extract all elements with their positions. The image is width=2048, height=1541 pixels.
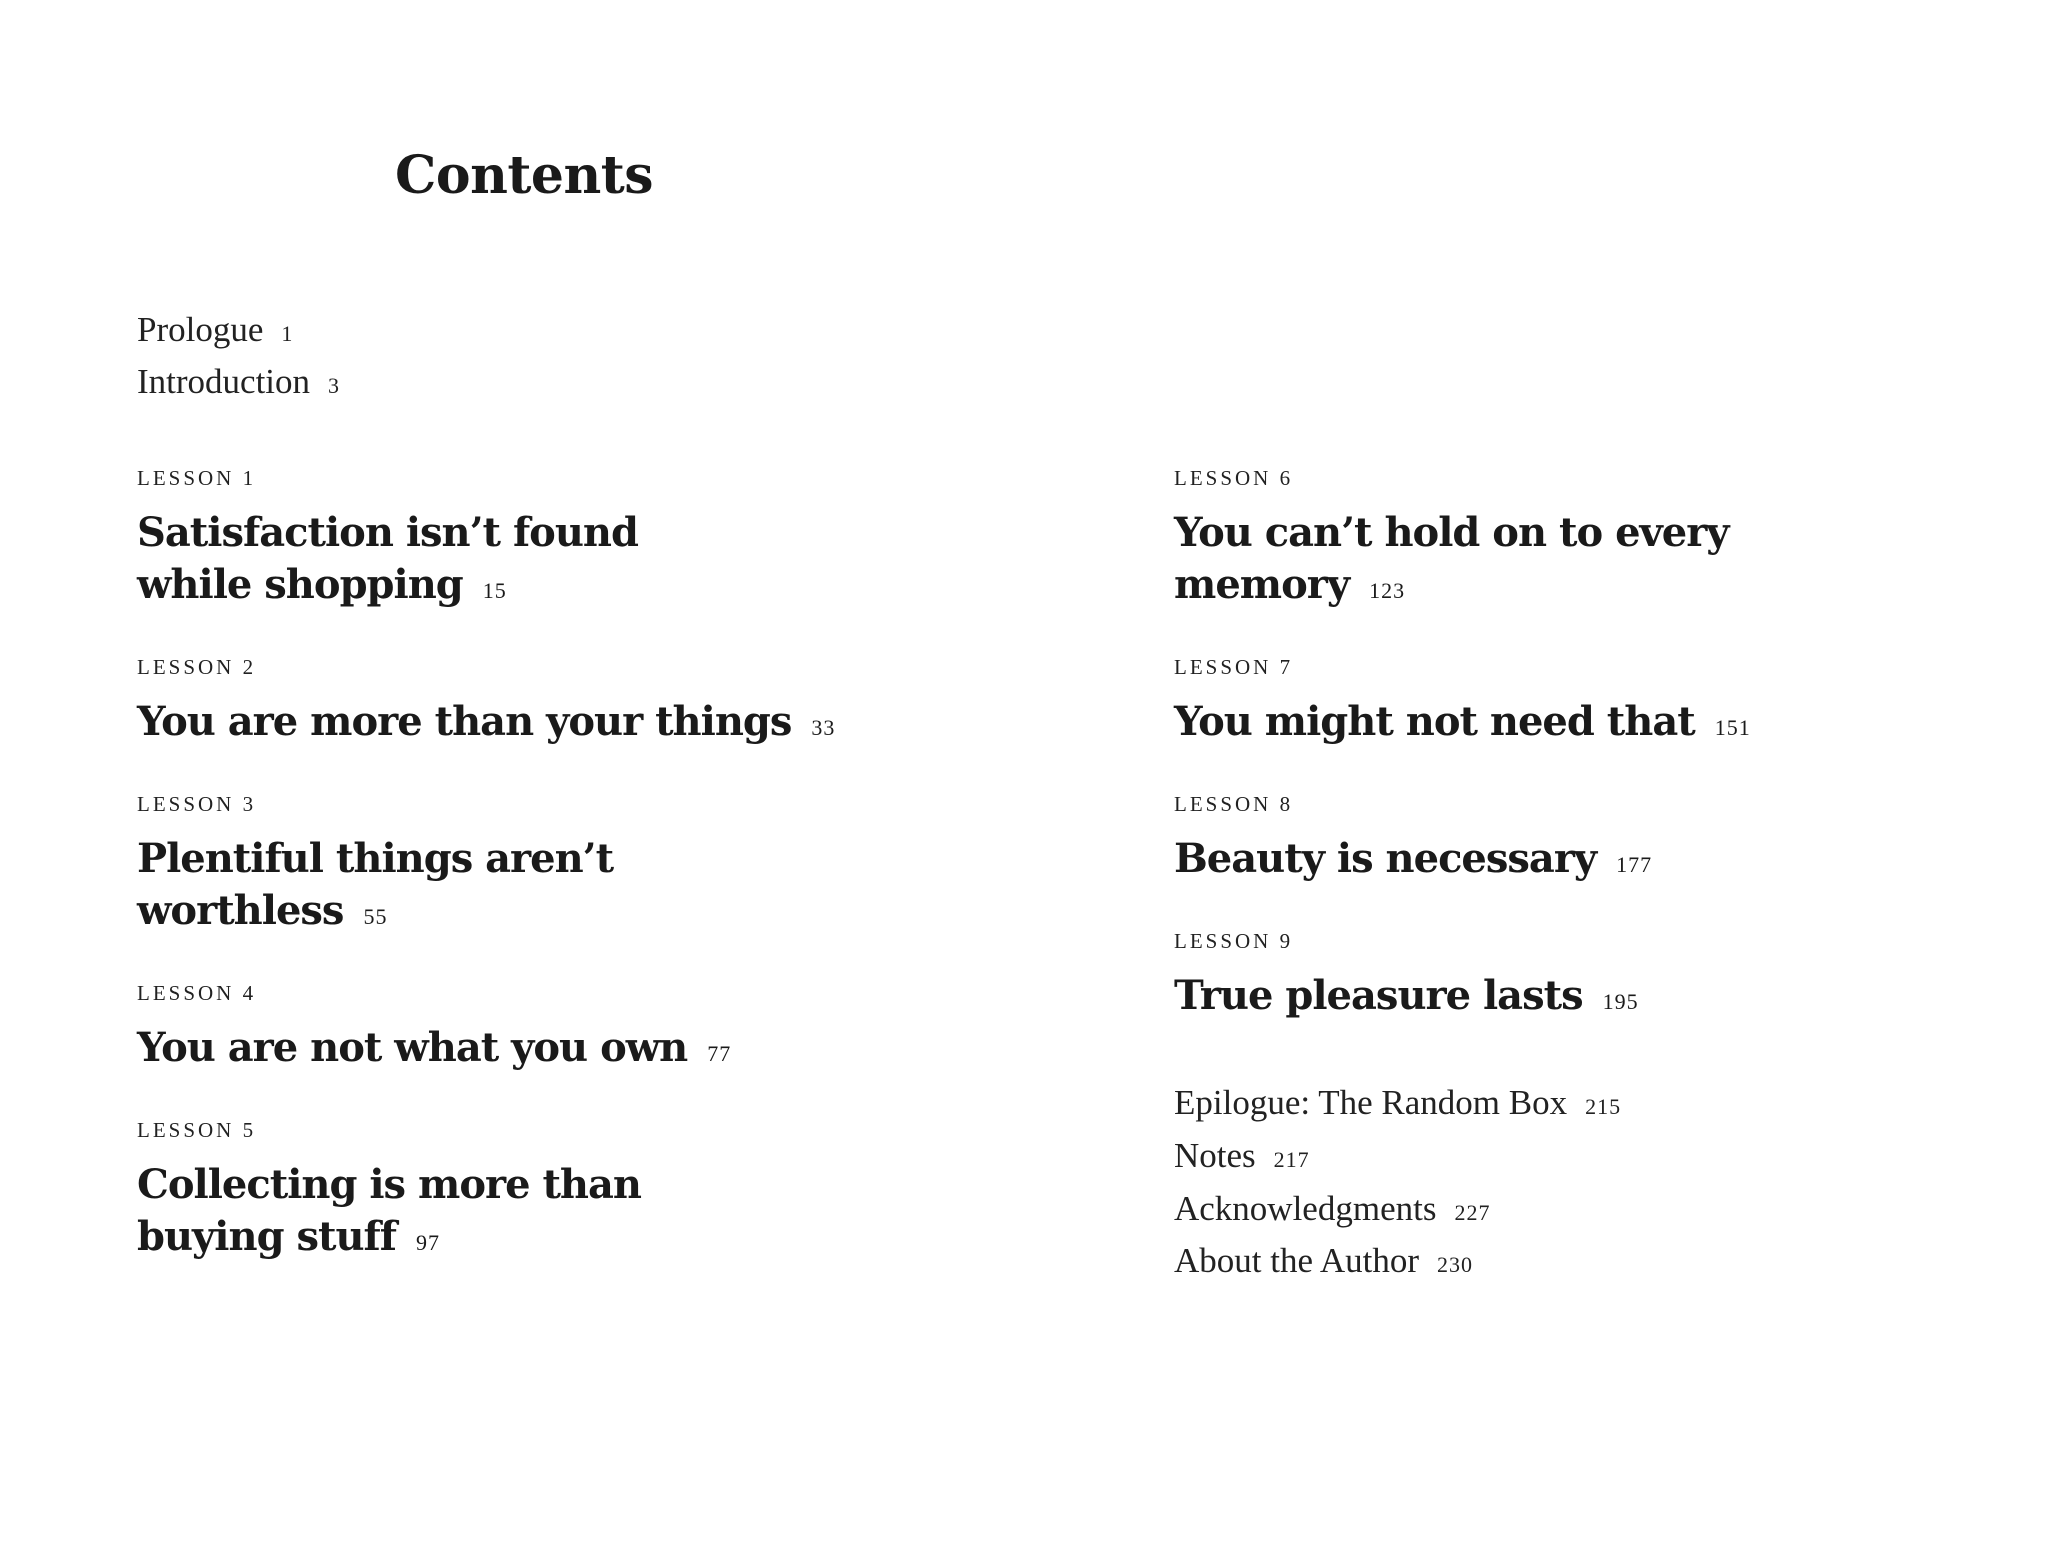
- lesson-title-line: while shopping: [137, 561, 463, 608]
- lesson-title-line: You might not need that: [1174, 698, 1695, 745]
- lesson-page-number: 123: [1369, 578, 1406, 603]
- toc-entry-acknowledgments[interactable]: [1174, 1191, 1490, 1226]
- lesson-title: [137, 507, 638, 617]
- toc-lesson-4[interactable]: [137, 983, 731, 1080]
- lesson-title-line: You can’t hold on to every: [1174, 509, 1729, 556]
- lesson-title: [1174, 696, 1751, 754]
- entry-page-number: 217: [1273, 1147, 1310, 1172]
- lesson-label: LESSON 1: [137, 466, 257, 490]
- toc-lesson-7[interactable]: [1174, 657, 1751, 754]
- lesson-label: LESSON 9: [1174, 929, 1294, 953]
- lesson-title-line: memory: [1174, 561, 1350, 608]
- lesson-title-line: Plentiful things aren’t: [137, 835, 614, 882]
- page-title: Contents: [395, 145, 654, 206]
- lesson-title-line: worthless: [137, 887, 344, 934]
- lesson-title: [137, 833, 613, 943]
- entry-page-number: 215: [1585, 1094, 1622, 1119]
- toc-entry-introduction[interactable]: [137, 364, 340, 399]
- lesson-label: LESSON 2: [137, 655, 257, 679]
- lesson-title: [1174, 507, 1729, 617]
- lesson-title-line: You are more than your things: [137, 698, 792, 745]
- lesson-title-line: True pleasure lasts: [1174, 972, 1583, 1019]
- lesson-title-line: Satisfaction isn’t found: [137, 509, 638, 556]
- entry-page-number: 3: [328, 373, 341, 398]
- lesson-label: LESSON 7: [1174, 655, 1294, 679]
- entry-title: Notes: [1174, 1136, 1256, 1175]
- toc-entry-notes[interactable]: [1174, 1138, 1310, 1173]
- entry-title: About the Author: [1174, 1241, 1419, 1280]
- entry-title: Acknowledgments: [1174, 1189, 1437, 1228]
- lesson-page-number: 177: [1616, 852, 1653, 877]
- lesson-title: [137, 696, 835, 754]
- lesson-title: [1174, 970, 1639, 1028]
- lesson-label: LESSON 5: [137, 1118, 257, 1142]
- lesson-title: [137, 1022, 731, 1080]
- entry-title: Epilogue: The Random Box: [1174, 1083, 1568, 1122]
- lesson-page-number: 151: [1714, 715, 1751, 740]
- lesson-page-number: 55: [363, 904, 388, 929]
- lesson-title-line: Collecting is more than: [137, 1161, 642, 1208]
- toc-lesson-5[interactable]: [137, 1120, 641, 1269]
- lesson-title-line: Beauty is necessary: [1174, 835, 1597, 882]
- lesson-page-number: 195: [1602, 989, 1639, 1014]
- entry-page-number: 1: [281, 321, 294, 346]
- toc-lesson-1[interactable]: [137, 468, 638, 617]
- lesson-title-line: You are not what you own: [137, 1024, 688, 1071]
- toc-lesson-9[interactable]: [1174, 931, 1639, 1028]
- toc-entry-epilogue[interactable]: [1174, 1085, 1621, 1120]
- lesson-label: LESSON 8: [1174, 792, 1294, 816]
- lesson-page-number: 97: [415, 1230, 440, 1255]
- toc-lesson-6[interactable]: [1174, 468, 1729, 617]
- toc-lesson-2[interactable]: [137, 657, 835, 754]
- lesson-label: LESSON 3: [137, 792, 257, 816]
- lesson-title: [1174, 833, 1652, 891]
- entry-page-number: 230: [1436, 1252, 1473, 1277]
- lesson-title: [137, 1159, 641, 1269]
- entry-page-number: 227: [1454, 1200, 1491, 1225]
- lesson-page-number: 33: [811, 715, 836, 740]
- lesson-label: LESSON 4: [137, 981, 257, 1005]
- toc-lesson-8[interactable]: [1174, 794, 1652, 891]
- entry-title: Introduction: [137, 362, 311, 401]
- lesson-page-number: 77: [707, 1041, 732, 1066]
- lesson-title-line: buying stuff: [137, 1213, 396, 1260]
- lesson-label: LESSON 6: [1174, 466, 1294, 490]
- entry-title: Prologue: [137, 310, 264, 349]
- toc-entry-prologue[interactable]: [137, 312, 293, 347]
- toc-lesson-3[interactable]: [137, 794, 613, 943]
- toc-entry-about-author[interactable]: [1174, 1243, 1473, 1278]
- lesson-page-number: 15: [482, 578, 507, 603]
